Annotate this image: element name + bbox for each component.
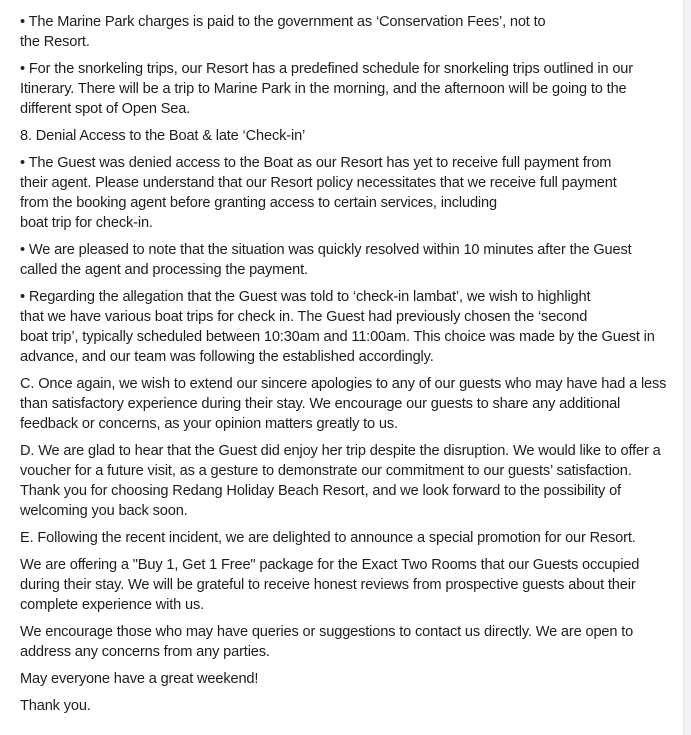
- text-line: boat trip for check-in.: [20, 215, 153, 231]
- text-line: • Regarding the allegation that the Guest was told to ‘check-in lambat’, we wish to highlight: [20, 289, 591, 305]
- section-heading-8: [20, 126, 672, 146]
- paragraph-section-e: [20, 528, 672, 548]
- paragraph-marine-park-fees: [20, 12, 672, 52]
- text-line: We are offering a "Buy 1, Get 1 Free" package for the Exact Two Rooms that our Guests occupied during their stay. We will be grateful to receive honest reviews from prospective guests about their complete experience with us.: [20, 557, 640, 613]
- paragraph-section-c: [20, 374, 672, 434]
- text-line: that we have various boat trips for check in. The Guest had previously chosen the ‘second: [20, 309, 588, 325]
- paragraph-denied-access: [20, 153, 672, 233]
- clipped-previous-line: [20, 0, 672, 5]
- text-line: May everyone have a great weekend!: [20, 671, 259, 687]
- paragraph-check-in-lambat: [20, 287, 672, 367]
- paragraph-weekend: [20, 669, 672, 689]
- paragraph-contact: [20, 622, 672, 662]
- text-line: We encourage those who may have queries or suggestions to contact us directly. We are open to address any concerns from any parties.: [20, 624, 634, 660]
- text-line: E. Following the recent incident, we are delighted to announce a special promotion for our Resort.: [20, 530, 636, 546]
- text-line: D. We are glad to hear that the Guest did enjoy her trip despite the disruption. We would like to offer a voucher for a future visit, as a gesture to demonstrate our commitment to our guests’ satisfaction. Thank you for choosing Redang Holiday Beach Resort, and we look forward to the possibility of welcoming you back soon.: [20, 443, 661, 519]
- text-line: boat trip’, typically scheduled between 10:30am and 11:00am. This choice was made by the Guest in advance, and our team was following the established accordingly.: [20, 329, 655, 365]
- text-line: • The Guest was denied access to the Boat as our Resort has yet to receive full payment from their agent. Please understand that our Resort policy necessitates that we receive full payment from the booking agent before granting access to certain services, including: [20, 155, 617, 211]
- paragraph-promotion: [20, 555, 672, 615]
- paragraph-snorkeling-schedule: [20, 59, 672, 119]
- text-line: C. Once again, we wish to extend our sincere apologies to any of our guests who may have had a less than satisfactory experience during their stay. We encourage our guests to share any additional feedback or concerns, as your opinion matters greatly to us.: [20, 376, 667, 432]
- paragraph-resolved: [20, 240, 672, 280]
- text-line: • For the snorkeling trips, our Resort has a predefined schedule for snorkeling trips outlined in our Itinerary. There will be a trip to Marine Park in the morning, and the afternoon will be going to the different spot of Open Sea.: [20, 61, 633, 117]
- text-line: 8. Denial Access to the Boat & late ‘Check-in’: [20, 128, 306, 144]
- text-line: Thank you.: [20, 698, 91, 714]
- text-line: the Resort.: [20, 34, 90, 50]
- post-body: [20, 0, 672, 723]
- text-line: • The Marine Park charges is paid to the government as ‘Conservation Fees’, not to: [20, 14, 546, 30]
- text-line: • We are pleased to note that the situation was quickly resolved within 10 minutes after the Guest called the agent and processing the payment.: [20, 242, 632, 278]
- paragraph-section-d: [20, 441, 672, 521]
- paragraph-thanks: [20, 696, 672, 716]
